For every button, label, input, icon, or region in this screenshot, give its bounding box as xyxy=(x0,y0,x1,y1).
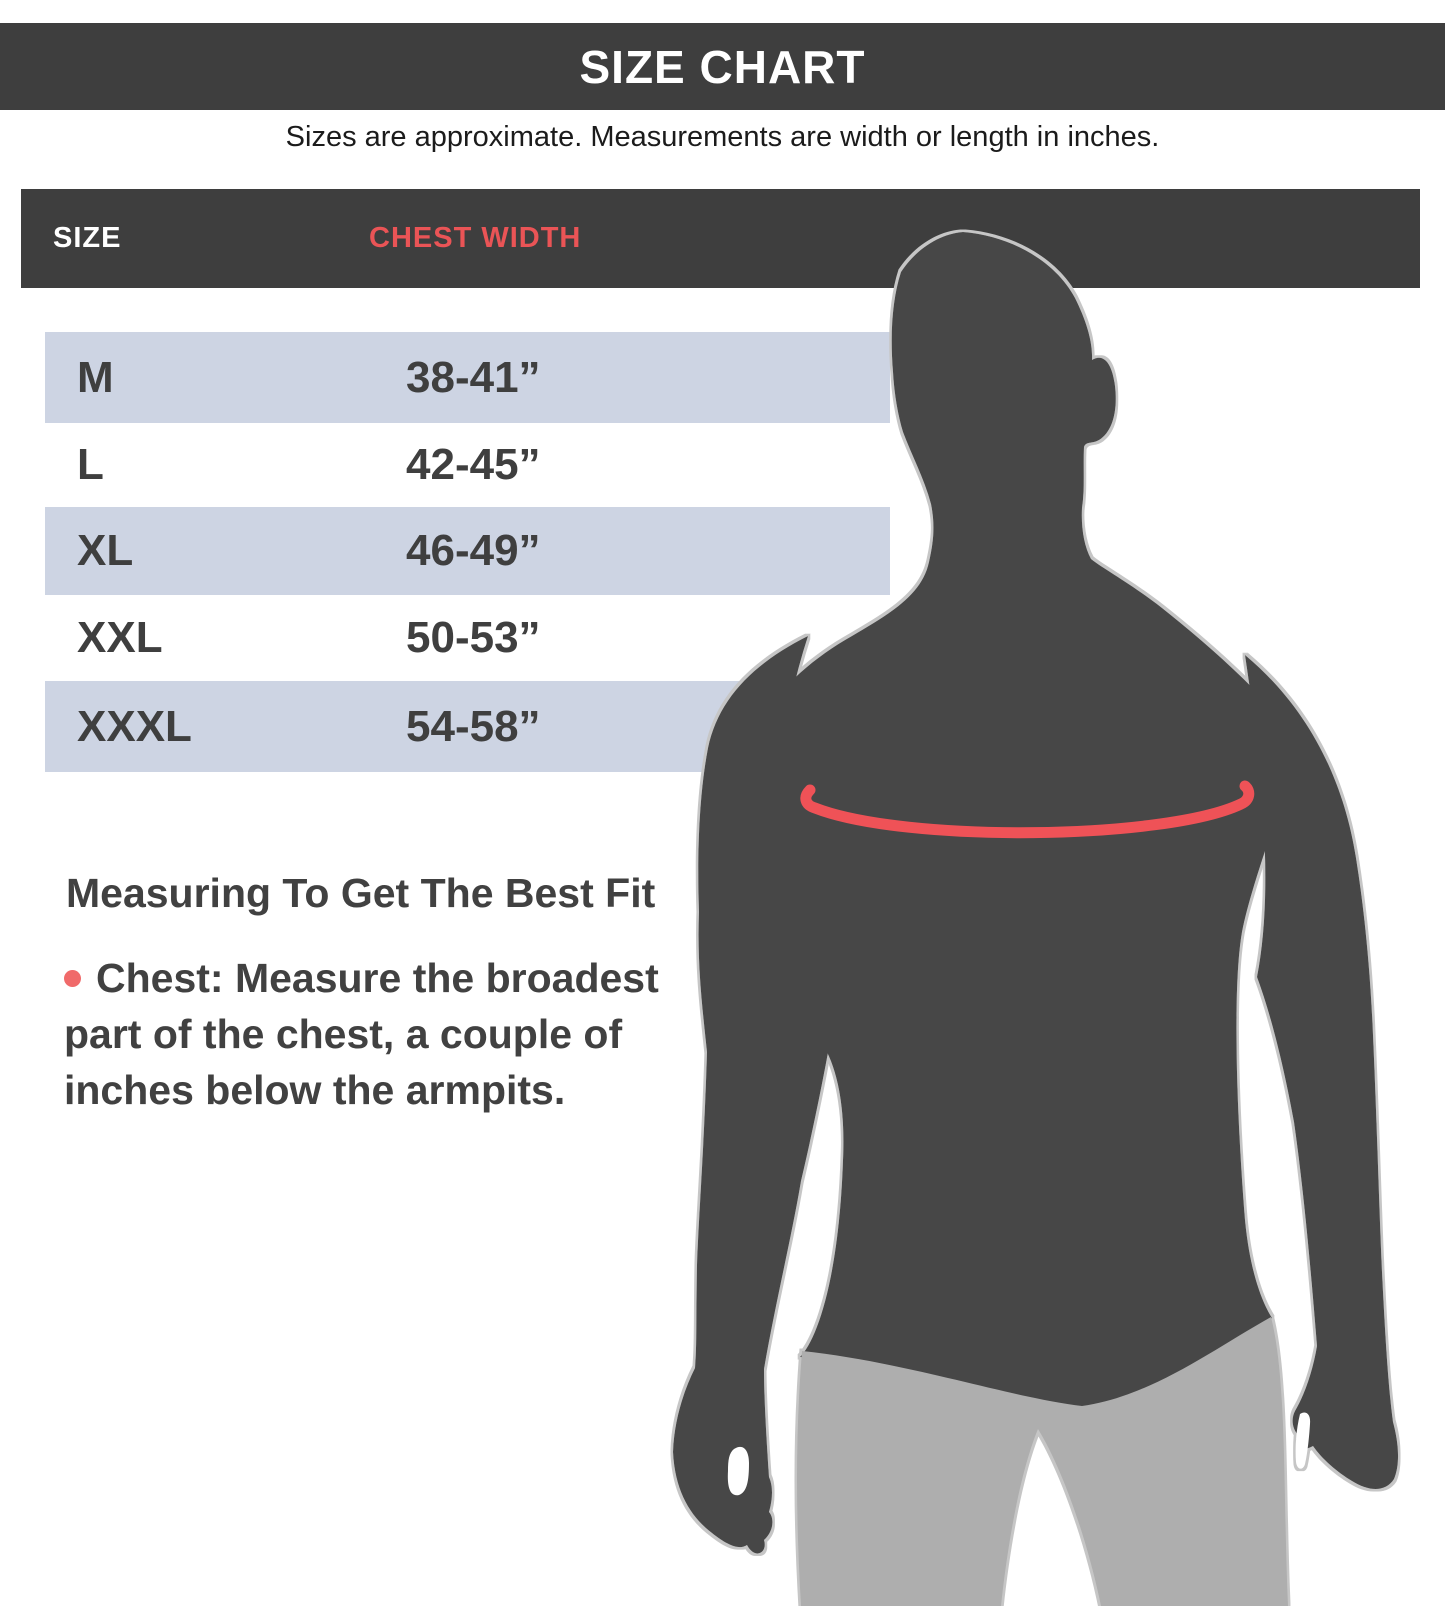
table-header xyxy=(21,189,1420,288)
chest-width-cell: 42-45” xyxy=(406,440,541,489)
table-row xyxy=(45,423,890,507)
size-cell: M xyxy=(77,352,114,402)
size-cell: XL xyxy=(77,526,134,575)
column-header-chest-width: CHEST WIDTH xyxy=(369,222,582,254)
pants-shape xyxy=(797,1317,1288,1606)
chest-instruction xyxy=(64,950,764,1118)
size-table xyxy=(45,332,890,772)
chest-measurement-band xyxy=(806,786,1249,833)
right-thumb-gap xyxy=(1296,1412,1310,1468)
page-title: SIZE CHART xyxy=(579,40,866,93)
size-cell: XXL xyxy=(77,613,163,662)
instruction-line-3: inches below the armpits. xyxy=(64,1067,566,1113)
table-row xyxy=(45,681,890,772)
table-row xyxy=(45,595,890,681)
chest-width-cell: 54-58” xyxy=(406,701,541,751)
measuring-heading: Measuring To Get The Best Fit xyxy=(66,870,656,916)
left-thumb-gap xyxy=(728,1447,749,1495)
size-cell: L xyxy=(77,440,104,489)
chest-width-cell: 50-53” xyxy=(406,613,541,662)
chest-width-cell: 46-49” xyxy=(406,526,541,575)
subtitle-text: Sizes are approximate. Measurements are width or length in inches. xyxy=(285,120,1160,153)
table-row xyxy=(45,332,890,423)
chest-width-cell: 38-41” xyxy=(406,352,541,402)
table-row xyxy=(45,507,890,595)
title-bar xyxy=(0,23,1445,110)
bullet-icon xyxy=(64,970,81,987)
instruction-line-1: Chest: Measure the broadest xyxy=(96,955,659,1001)
right-arm-shape xyxy=(1245,655,1398,1489)
size-cell: XXXL xyxy=(77,701,192,751)
instruction-line-2: part of the chest, a couple of xyxy=(64,1011,623,1057)
column-header-size: SIZE xyxy=(53,222,122,254)
